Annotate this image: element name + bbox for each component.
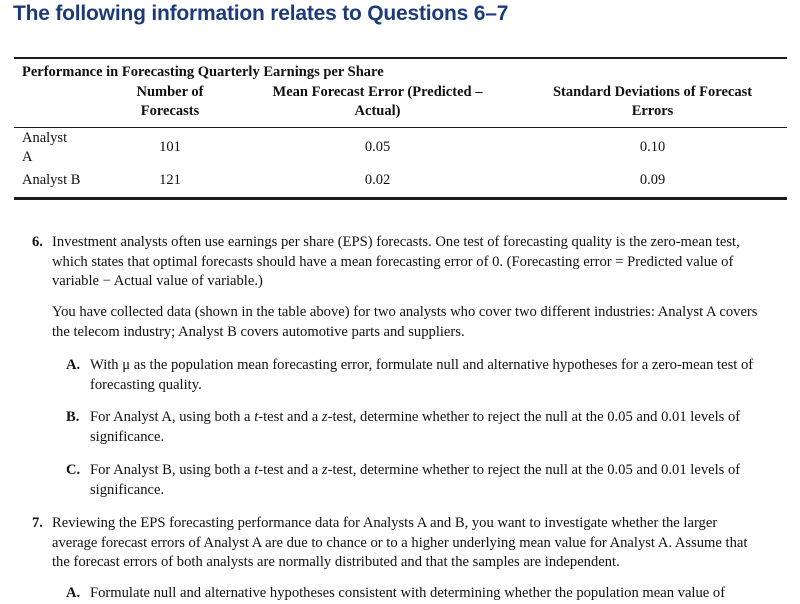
question-6b-line: For Analyst A, using both a t-test and a z-test, determine whether to reject the null at the 0.05 and 0.01 levels of — [90, 409, 741, 425]
header-std-dev-line2: Errors — [631, 103, 674, 119]
question-7a-line: Formulate null and alternative hypotheses consistent with determining whether the population mean value of — [90, 585, 726, 601]
table-row — [14, 169, 787, 197]
question-6-line: variable − Actual value of variable.) — [52, 273, 263, 289]
page-title: The following information relates to Questions 6–7 — [13, 2, 509, 25]
row-name-line1: Analyst B — [22, 172, 81, 188]
row-std-dev: 0.10 — [639, 139, 666, 155]
table-row — [14, 128, 787, 169]
question-6c-line: For Analyst B, using both a t-test and a z-test, determine whether to reject the null at the 0.05 and 0.01 levels of — [90, 462, 741, 478]
row-forecasts: 101 — [159, 139, 181, 155]
question-6-line: Investment analysts often use earnings per share (EPS) forecasts. One test of forecasting quality is the zero-mean test, — [52, 234, 740, 250]
row-mean-error: 0.02 — [364, 172, 391, 188]
table-header — [14, 83, 787, 122]
question-6-line: You have collected data (shown in the table above) for two analysts who cover two different industries: Analyst A covers — [52, 304, 758, 320]
row-name-line2: A — [22, 149, 33, 165]
question-6c-line: significance. — [90, 481, 165, 498]
header-mean-error-line2: Actual) — [354, 103, 401, 119]
question-6b-line: significance. — [90, 428, 165, 445]
row-name-line1: Analyst — [22, 130, 68, 146]
question-6a-letter: A. — [66, 357, 81, 373]
question-7-number: 7. — [32, 515, 43, 531]
question-7-line: Reviewing the EPS forecasting performance data for Analysts A and B, you want to investigate whether the larger — [52, 515, 718, 531]
row-std-dev: 0.09 — [639, 172, 666, 188]
header-mean-error-line1: Mean Forecast Error (Predicted – — [272, 84, 483, 100]
question-6b-letter: B. — [66, 409, 80, 425]
table-caption: Performance in Forecasting Quarterly Earnings per Share — [22, 64, 384, 80]
question-6a-line: forecasting quality. — [90, 376, 202, 393]
question-7a-letter: A. — [66, 585, 81, 601]
question-6-line: the telecom industry; Analyst B covers automotive parts and suppliers. — [52, 323, 465, 340]
question-6-number: 6. — [32, 234, 43, 250]
table-bottom-rule — [14, 197, 787, 200]
header-std-dev-line1: Standard Deviations of Forecast — [552, 84, 753, 100]
question-7-line: average forecast errors of Analyst A are due to chance or to a higher underlying mean value for Analyst A. Assume that — [52, 534, 748, 551]
row-forecasts: 121 — [159, 172, 181, 188]
performance-table — [14, 57, 787, 200]
row-mean-error: 0.05 — [364, 139, 391, 155]
question-6a-line: With μ as the population mean forecasting error, formulate null and alternative hypotheses for a zero-mean test of — [90, 357, 754, 373]
question-6c-letter: C. — [66, 462, 81, 478]
header-forecasts-line2: Forecasts — [140, 103, 200, 119]
question-7-line: the forecast errors of both analysts are normally distributed and that the samples are independent. — [52, 554, 620, 570]
question-6-line: which states that optimal forecasts should have a mean forecasting error of 0. (Forecasting error = Predicted value of — [52, 253, 734, 270]
header-forecasts-line1: Number of — [136, 84, 204, 100]
